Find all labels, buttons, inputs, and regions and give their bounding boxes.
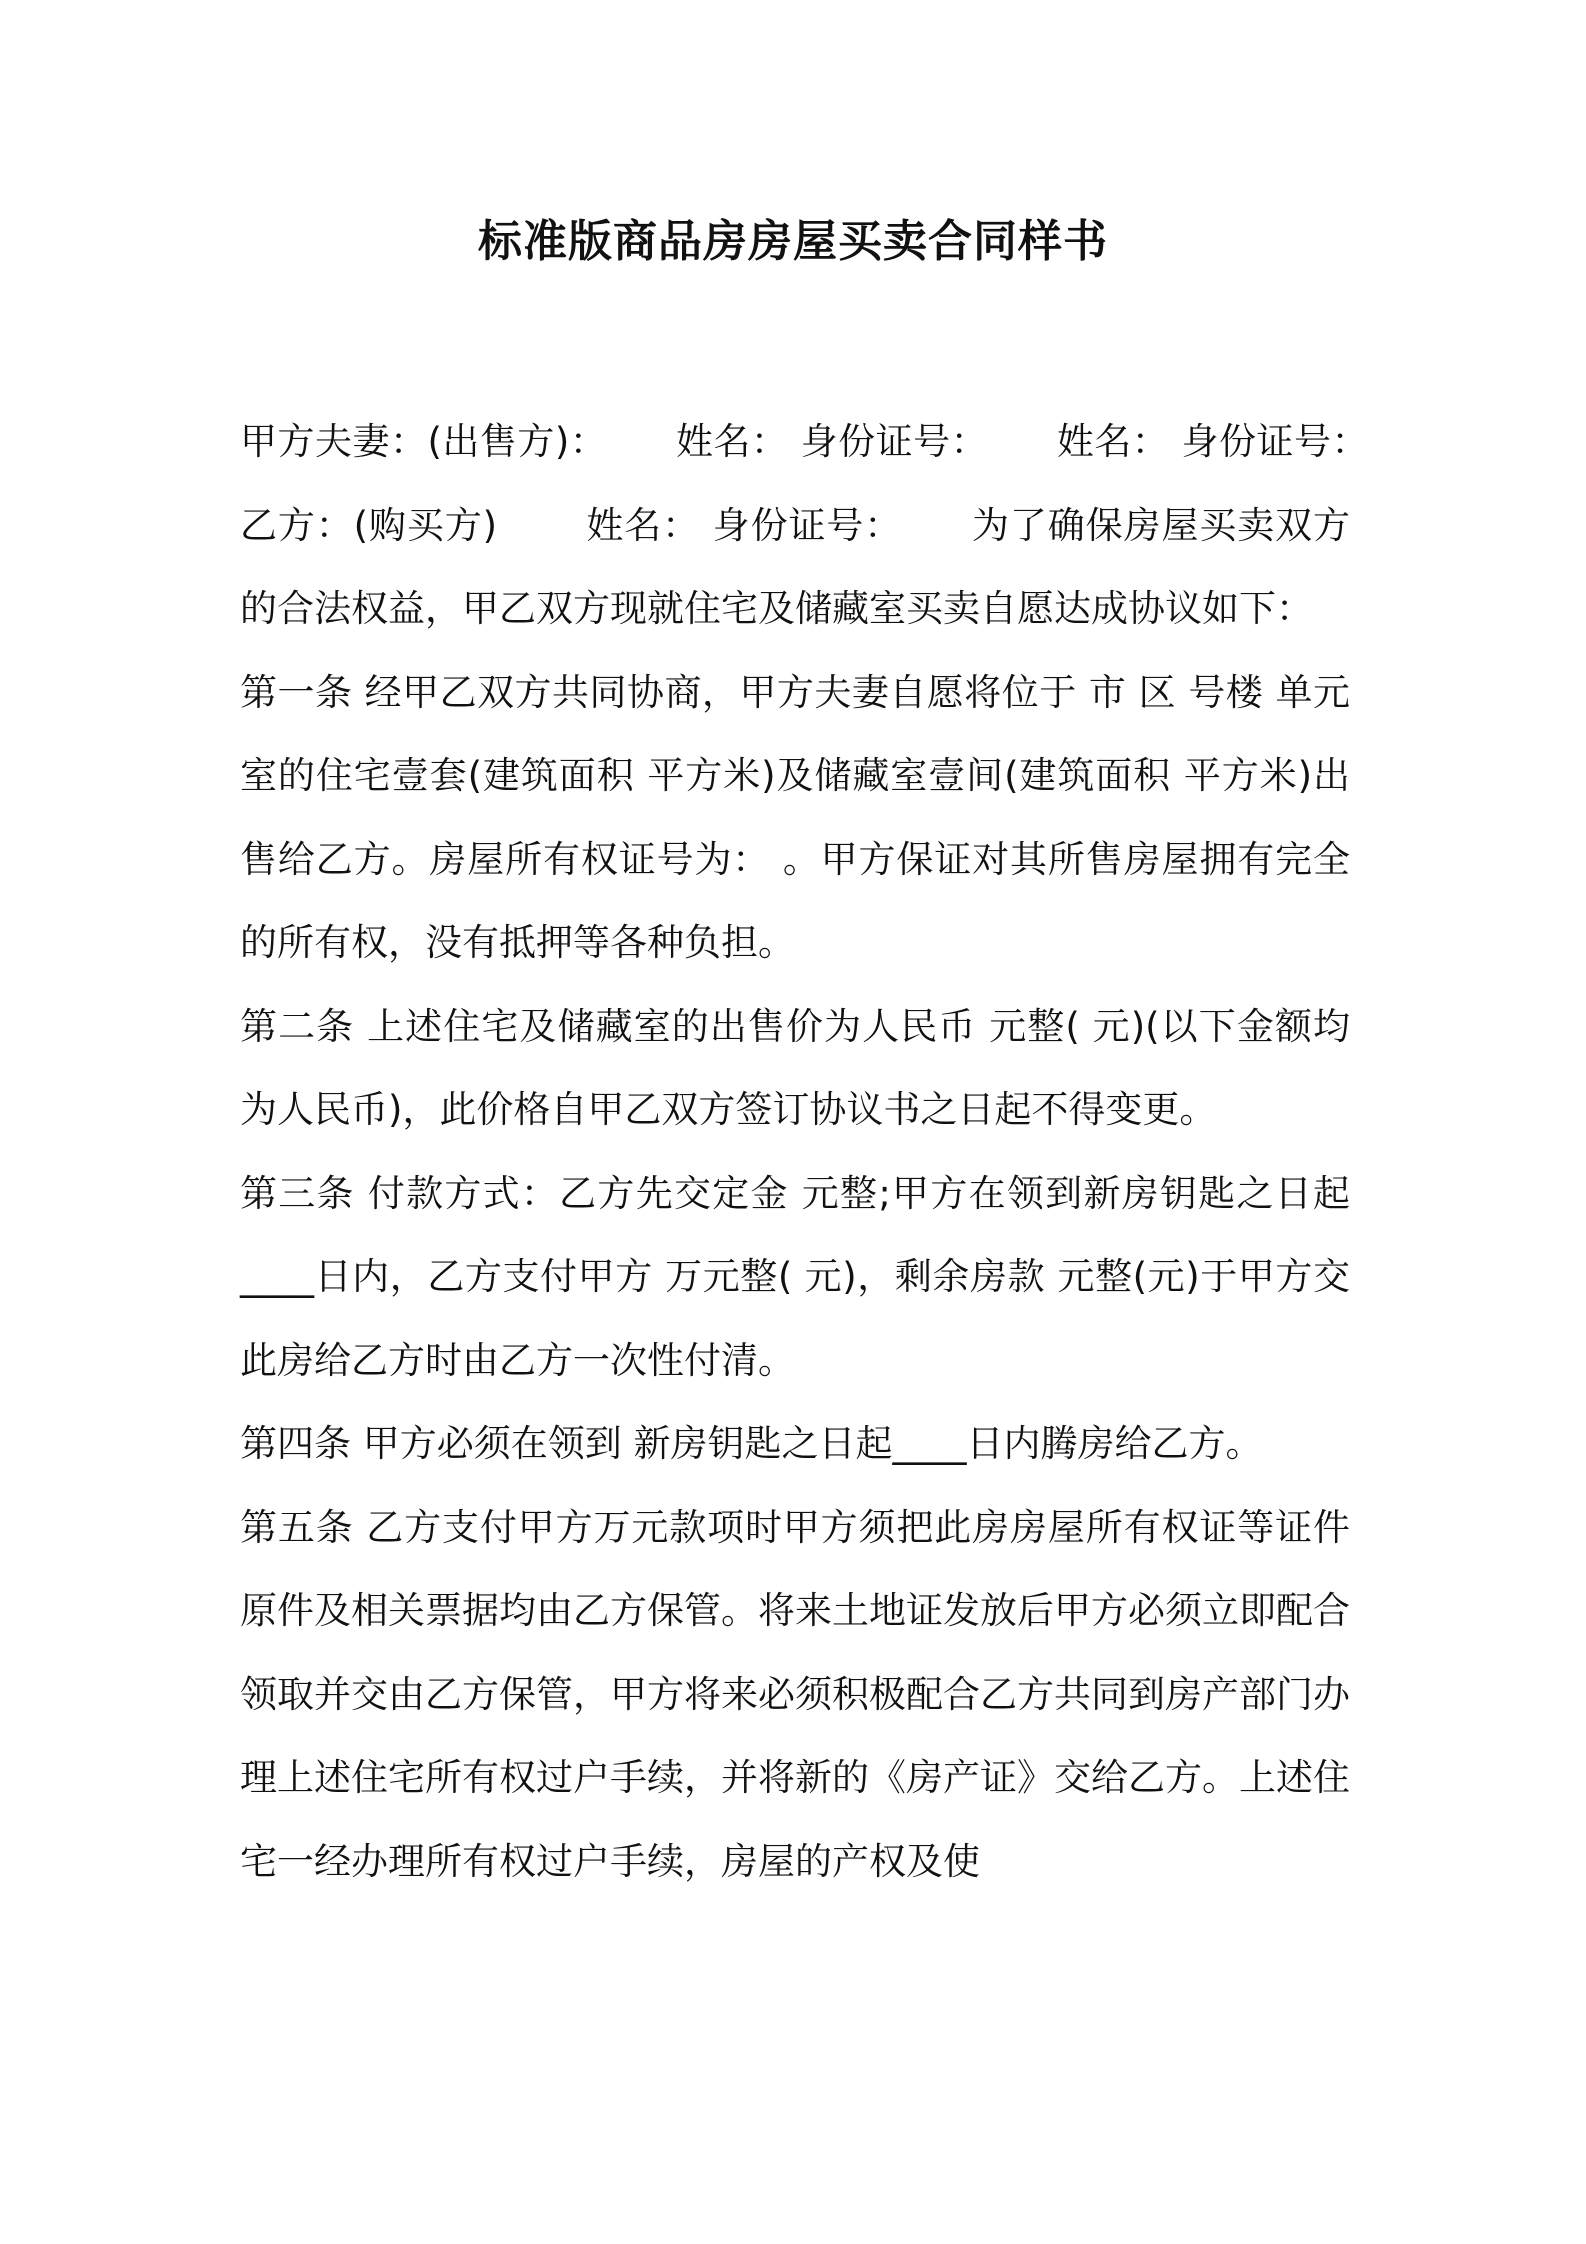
paragraph-article-5: 第五条 乙方支付甲方万元款项时甲方须把此房房屋所有权证等证件原件及相关票据均由乙方保管。将来土地证发放后甲方必须立即配合领取并交由乙方保管，甲方将来必须积极配合乙方共同到房产部门办理上述住宅所有权过户手续，并将新的《房产证》交给乙方。上述住宅一经办理所有权过户手续，房屋的产权及使 bbox=[240, 1505, 1350, 1883]
paragraph-article-1: 第一条 经甲乙双方共同协商，甲方夫妻自愿将位于 市 区 号楼 单元 室的住宅壹套(建筑面积 平方米)及储藏室壹间(建筑面积 平方米)出售给乙方。房屋所有权证号为： 。甲方保证对其所售房屋拥有完全的所有权，没有抵押等各种负担。 bbox=[240, 670, 1350, 964]
document-title: 标准版商品房房屋买卖合同样书 bbox=[478, 216, 1108, 267]
paragraph-article-4: 第四条 甲方必须在领到 新房钥匙之日起____日内腾房给乙方。 bbox=[240, 1422, 1263, 1465]
paragraph-article-2: 第二条 上述住宅及储藏室的出售价为人民币 元整( 元)(以下金额均为人民币)，此价格自甲乙双方签订协议书之日起不得变更。 bbox=[240, 1004, 1350, 1131]
paragraph-article-3: 第三条 付款方式：乙方先交定金 元整;甲方在领到新房钥匙之日起____日内，乙方支付甲方 万元整( 元)，剩余房款 元整(元)于甲方交此房给乙方时由乙方一次性付清。 bbox=[240, 1171, 1350, 1382]
paragraph-preamble: 甲方夫妻：(出售方)： 姓名： 身份证号： 姓名： 身份证号： 乙方：(购买方) 姓名： 身份证号： 为了确保房屋买卖双方的合法权益，甲乙双方现就住宅及储藏室买卖自愿达成协议如下： bbox=[240, 420, 1436, 630]
document-body bbox=[240, 400, 1436, 1903]
